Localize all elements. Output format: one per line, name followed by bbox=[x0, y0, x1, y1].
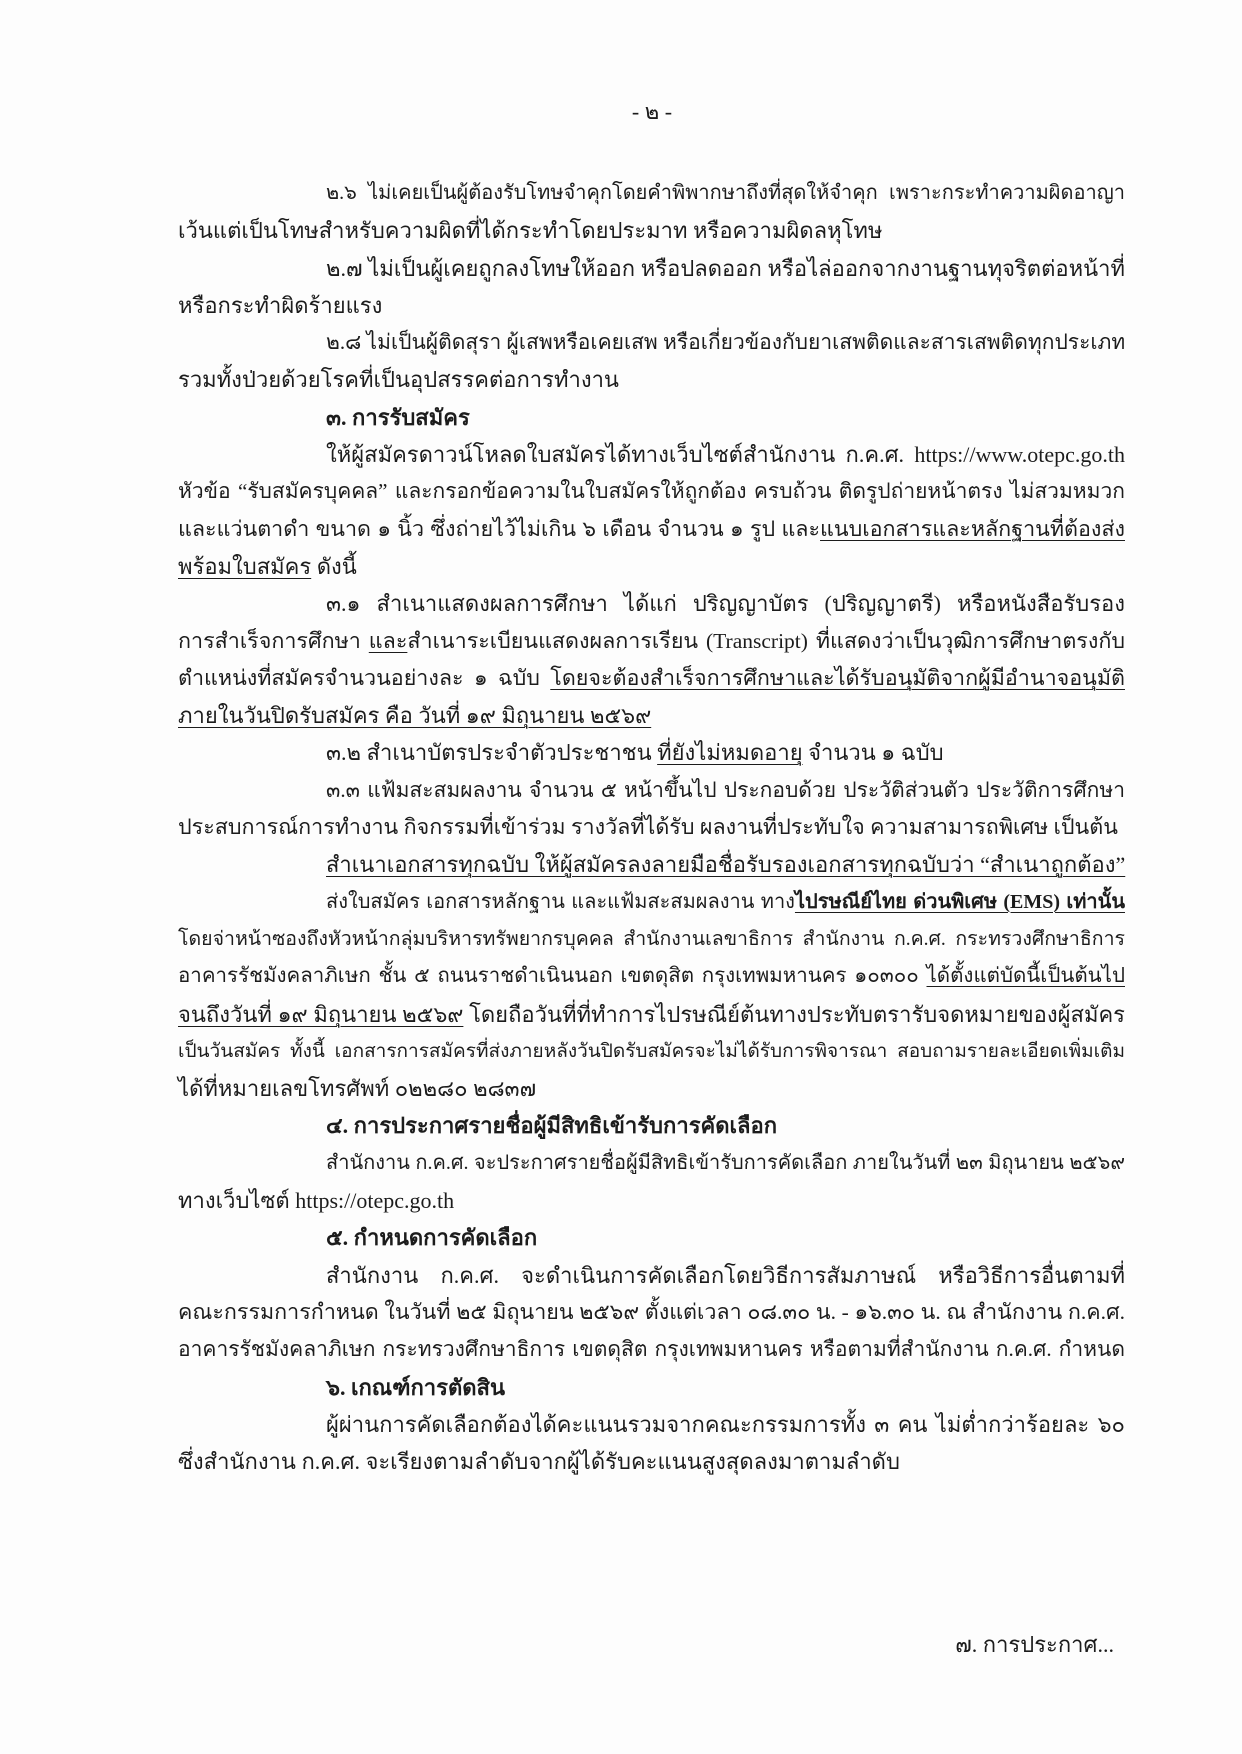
item-3-3-line-2: ประสบการณ์การทำงาน กิจกรรมที่เข้าร่วม รางวัลที่ได้รับ ผลงานที่ประทับใจ ความสามารถพิเศษ เป็นต้น bbox=[178, 815, 1118, 840]
section-3-intro-line-1 bbox=[178, 436, 1125, 473]
underlined-text: และ bbox=[368, 628, 408, 653]
line-text: ดังนี้ bbox=[311, 553, 357, 579]
submission-line-5 bbox=[178, 1033, 1125, 1070]
underlined-text: โดยจะต้องสำเร็จการศึกษาและได้รับอนุมัติจากผู้มีอำนาจอนุมัติ bbox=[550, 665, 1125, 690]
section-5-line-2: คณะกรรมการกำหนด ในวันที่ ๒๕ มิถุนายน ๒๕๖๙ ตั้งแต่เวลา ๐๘.๓๐ น. - ๑๖.๓๐ น. ณ สำนักงาน ก.ค.ศ. bbox=[178, 1299, 1125, 1324]
underlined-text: สำเนาเอกสารทุกฉบับ ให้ผู้สมัครลงลายมือชื่อรับรองเอกสารทุกฉบับว่า “สำเนาถูกต้อง” bbox=[326, 852, 1126, 878]
bold-underlined-text: ไปรษณีย์ไทย ด่วนพิเศษ (EMS) เท่านั้น bbox=[794, 890, 1125, 913]
line-text: อาคารรัชมังคลาภิเษก ชั้น ๕ ถนนราชดำเนินนอก เขตดุสิต กรุงเทพมหานคร ๑๐๓๐๐ bbox=[178, 965, 927, 988]
section-6-line-1: ผู้ผ่านการคัดเลือกต้องได้คะแนนรวมจากคณะกรรมการทั้ง ๓ คน ไม่ต่ำกว่าร้อยละ ๖๐ bbox=[326, 1411, 1125, 1437]
line-text: ๓.๒ สำเนาบัตรประจำตัวประชาชน bbox=[326, 740, 658, 766]
item-2-8-line-1: ๒.๘ ไม่เป็นผู้ติดสุรา ผู้เสพหรือเคยเสพ หรือเกี่ยวข้องกับยาเสพติดและสารเสพติดทุกประเภท bbox=[326, 330, 1126, 355]
section-3-intro-line-3 bbox=[178, 511, 1125, 548]
line-text: เป็นวันสมัคร ทั้งนี้ เอกสารการสมัครที่ส่งภายหลังวันปิดรับสมัครจะไม่ได้รับการพิจารณา สอบถามรายละเอียดเพิ่มเติม bbox=[178, 1040, 1125, 1062]
submission-line-6 bbox=[178, 1070, 1125, 1107]
line-text: ส่งใบสมัคร เอกสารหลักฐาน และแฟ้มสะสมผลงาน ทาง bbox=[326, 890, 795, 913]
item-2-7-line-2: หรือกระทำผิดร้ายแรง bbox=[178, 292, 383, 318]
underlined-text: แนบเอกสารและหลักฐานที่ต้องส่ง bbox=[820, 516, 1125, 541]
line-text: โดยจ่าหน้าซองถึงหัวหน้ากลุ่มบริหารทรัพยากรบุคคล สำนักงานเลขาธิการ สำนักงาน ก.ค.ศ. กระทรวงศึกษาธิการ bbox=[178, 928, 1125, 950]
line-text: จำนวน ๑ ฉบับ bbox=[802, 740, 944, 766]
item-3-1-line-4 bbox=[178, 697, 1125, 734]
line-text: ตำแหน่งที่สมัครจำนวนอย่างละ ๑ ฉบับ bbox=[178, 665, 551, 690]
item-3-1-line-3 bbox=[178, 660, 1125, 697]
submission-line-1 bbox=[178, 884, 1125, 921]
item-2-6-line-1: ๒.๖ ไม่เคยเป็นผู้ต้องรับโทษจำคุกโดยคำพิพากษาถึงที่สุดให้จำคุก เพราะกระทำความผิดอาญา bbox=[326, 182, 1125, 204]
submission-line-3 bbox=[178, 958, 1125, 995]
submission-line-2 bbox=[178, 921, 1125, 958]
continued-footer: ๗. การประกาศ... bbox=[955, 1632, 1114, 1657]
line-text: โดยถือวันที่ที่ทำการไปรษณีย์ต้นทางประทับตรารับจดหมายของผู้สมัคร bbox=[463, 1001, 1125, 1027]
item-2-7-line-1: ๒.๗ ไม่เป็นผู้เคยถูกลงโทษให้ออก หรือปลดออก หรือไล่ออกจากงานฐานทุจริตต่อหน้าที่ bbox=[326, 255, 1125, 281]
underlined-text: จนถึงวันที่ ๑๙ มิถุนายน ๒๕๖๙ bbox=[178, 1001, 464, 1027]
submission-line-4 bbox=[178, 996, 1125, 1033]
section-6-heading: ๖. เกณฑ์การตัดสิน bbox=[326, 1374, 506, 1400]
line-text: การสำเร็จการศึกษา bbox=[178, 628, 369, 653]
section-5-heading: ๕. กำหนดการคัดเลือก bbox=[326, 1225, 538, 1251]
certify-note bbox=[178, 846, 1125, 883]
underlined-text: ภายในวันปิดรับสมัคร คือ วันที่ ๑๙ มิถุนายน ๒๕๖๙ bbox=[178, 703, 652, 729]
section-5-line-1: สำนักงาน ก.ค.ศ. จะดำเนินการคัดเลือกโดยวิธีการสัมภาษณ์ หรือวิธีการอื่นตามที่ bbox=[326, 1262, 1125, 1288]
section-3-intro-line-4 bbox=[178, 548, 1125, 585]
item-3-3-line-1: ๓.๓ แฟ้มสะสมผลงาน จำนวน ๕ หน้าขึ้นไป ประกอบด้วย ประวัติส่วนตัว ประวัติการศึกษา bbox=[326, 777, 1125, 802]
section-4-line-2: ทางเว็บไซต์ https://otepc.go.th bbox=[178, 1188, 455, 1214]
item-3-1-line-2 bbox=[178, 623, 1125, 660]
page-number: - ๒ - bbox=[631, 99, 673, 124]
underlined-text: ได้ตั้งแต่บัดนี้เป็นต้นไป bbox=[926, 965, 1125, 988]
underlined-text: พร้อมใบสมัคร bbox=[178, 553, 312, 579]
section-4-heading: ๔. การประกาศรายชื่อผู้มีสิทธิเข้ารับการคัดเลือก bbox=[326, 1113, 778, 1139]
item-2-8-line-2: รวมทั้งป่วยด้วยโรคที่เป็นอุปสรรคต่อการทำงาน bbox=[178, 367, 619, 393]
underlined-text: ที่ยังไม่หมดอายุ bbox=[657, 740, 803, 766]
line-text: หัวข้อ “รับสมัครบุคคล” และกรอกข้อความในใบสมัครให้ถูกต้อง ครบถ้วน ติดรูปถ่ายหน้าตรง ไม่สวมหมวก bbox=[178, 479, 1126, 504]
line-text: สำเนาระเบียนแสดงผลการเรียน (Transcript) ที่แสดงว่าเป็นวุฒิการศึกษาตรงกับ bbox=[407, 628, 1125, 653]
document-body bbox=[178, 175, 1125, 1480]
line-text: ให้ผู้สมัครดาวน์โหลดใบสมัครได้ทางเว็บไซต์สำนักงาน ก.ค.ศ. https://www.otepc.go.th bbox=[326, 442, 1125, 468]
item-3-2-line-1 bbox=[178, 734, 1125, 771]
section-4-line-1: สำนักงาน ก.ค.ศ. จะประกาศรายชื่อผู้มีสิทธิเข้ารับการคัดเลือก ภายในวันที่ ๒๓ มิถุนายน ๒๕๖๙ bbox=[326, 1151, 1125, 1174]
line-text: ๓.๑ สำเนาแสดงผลการศึกษา ได้แก่ ปริญญาบัตร (ปริญญาตรี) หรือหนังสือรับรอง bbox=[326, 591, 1125, 617]
line-text: ได้ที่หมายเลขโทรศัพท์ ๐๒๒๘๐ ๒๘๓๗ bbox=[178, 1076, 537, 1102]
section-5-line-3: อาคารรัชมังคลาภิเษก กระทรวงศึกษาธิการ เขตดุสิต กรุงเทพมหานคร หรือตามที่สำนักงาน ก.ค.ศ. กำหนด bbox=[178, 1337, 1125, 1362]
section-6-line-2: ซึ่งสำนักงาน ก.ค.ศ. จะเรียงตามลำดับจากผู้ได้รับคะแนนสูงสุดลงมาตามลำดับ bbox=[178, 1449, 900, 1475]
section-3-intro-line-2 bbox=[178, 473, 1125, 510]
line-text: และแว่นตาดำ ขนาด ๑ นิ้ว ซึ่งถ่ายไว้ไม่เกิน ๖ เดือน จำนวน ๑ รูป และ bbox=[178, 516, 821, 541]
item-2-6-line-2: เว้นแต่เป็นโทษสำหรับความผิดที่ได้กระทำโดยประมาท หรือความผิดลหุโทษ bbox=[178, 218, 883, 244]
item-3-1-line-1 bbox=[178, 585, 1125, 622]
section-3-heading: ๓. การรับสมัคร bbox=[326, 404, 470, 430]
